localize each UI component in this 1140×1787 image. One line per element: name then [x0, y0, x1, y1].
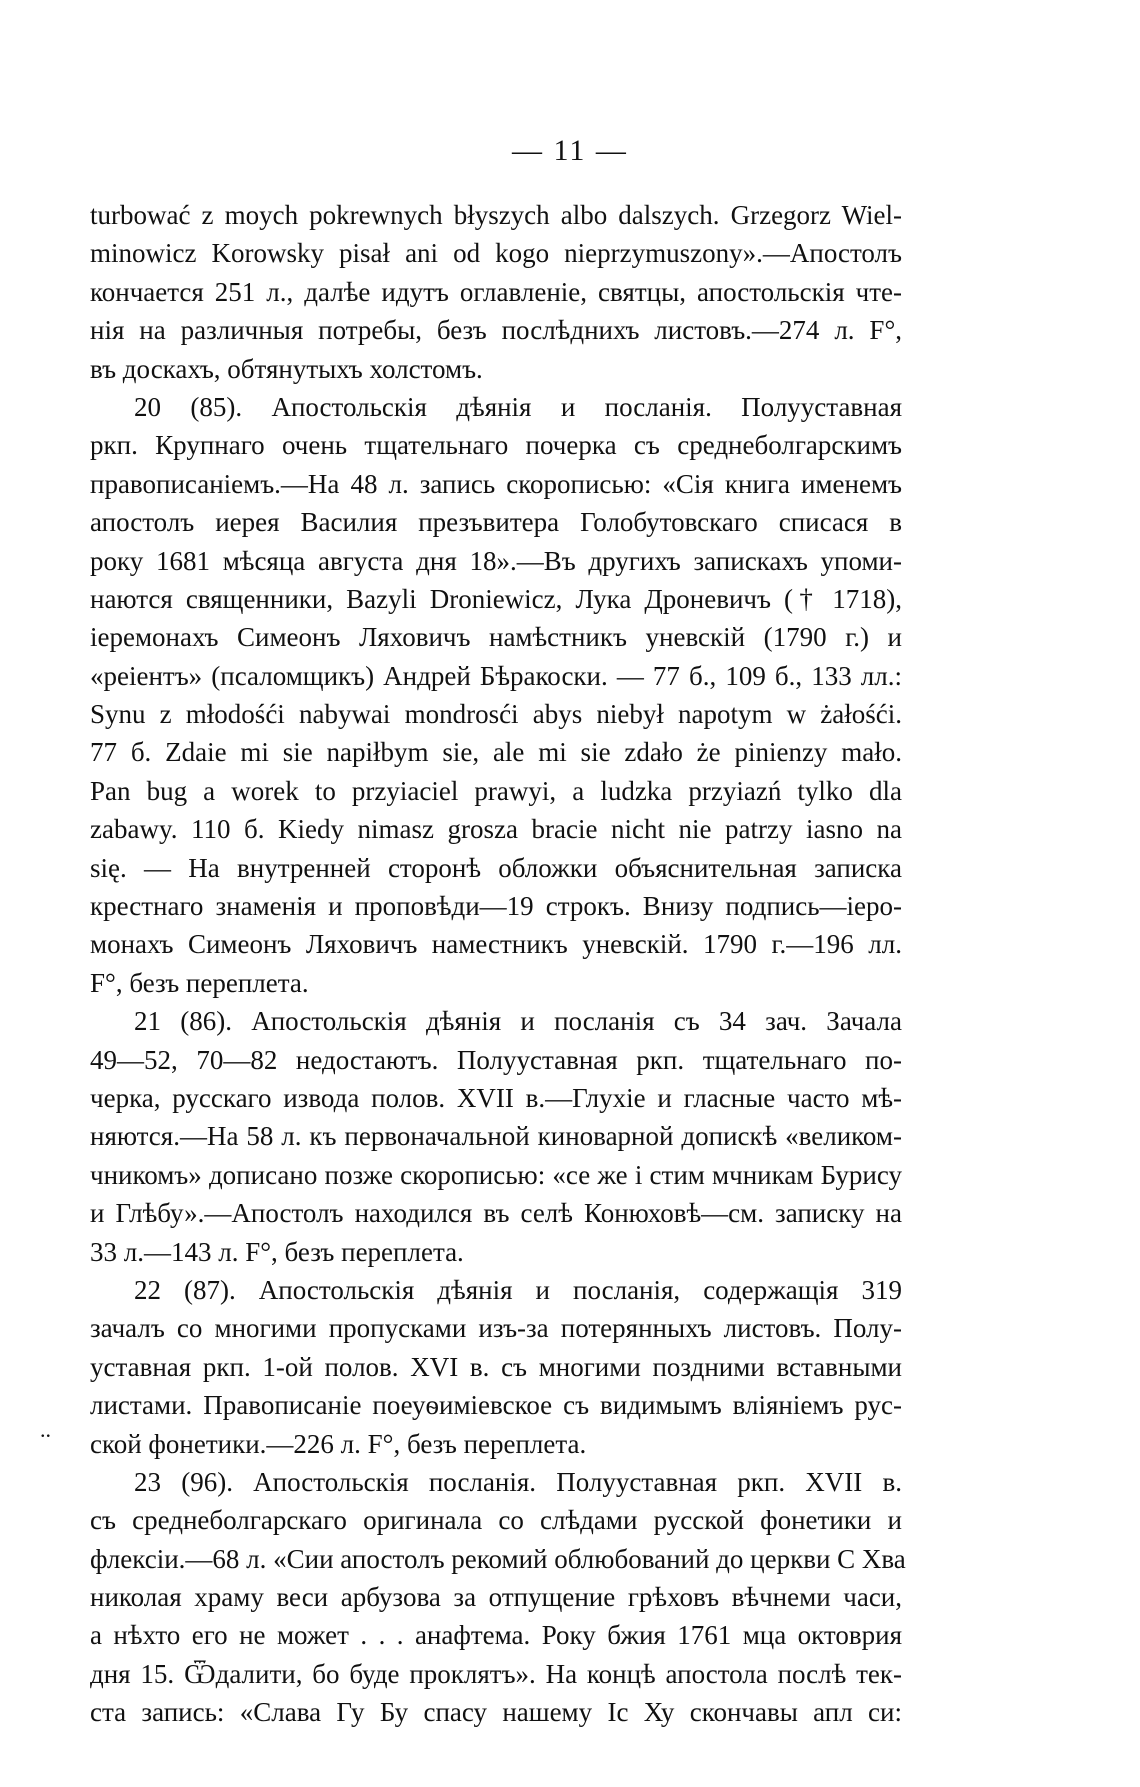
- text-line: się. — На внутренней сторонѣ обложки объяснительная записка: [90, 852, 902, 883]
- text-line: F°, безъ переплета.: [90, 967, 309, 998]
- page-number: — 11 —: [512, 134, 628, 167]
- text-line: «реіентъ» (псаломщикъ) Андрей Бѣракоски. — 77 б., 109 б., 133 лл.:: [90, 660, 902, 691]
- text-line: въ доскахъ, обтянутыхъ холстомъ.: [90, 353, 483, 384]
- text-line: ркп. Крупнаго очень тщательнаго почерка съ среднеболгарскимъ: [90, 430, 902, 461]
- text-line: Pan bug a worek to przyiaciel prawyi, a ludzka przyiazń tylko dla: [90, 775, 902, 806]
- text-line: 49—52, 70—82 недостаютъ. Полууставная ркп. тщательнаго по-: [90, 1044, 902, 1075]
- text-line: уставная ркп. 1-ой полов. XVI в. съ многими поздними вставными: [90, 1351, 902, 1382]
- text-line: николая храму веси арбузова за отпущение грѣховъ вѣчнеми часи,: [90, 1582, 902, 1613]
- text-line: правописаніемъ.—На 48 л. запись скорописью: «Сія книга именемъ: [90, 468, 902, 499]
- text-line: монахъ Симеонъ Ляховичъ наместникъ уневскій. 1790 г.—196 лл.: [90, 929, 902, 960]
- text-line: 33 л.—143 л. F°, безъ переплета.: [90, 1236, 464, 1267]
- text-line: іеремонахъ Симеонъ Ляховичъ намѣстникъ уневскій (1790 г.) и: [90, 622, 902, 653]
- text-line: черка, русскаго извода полов. XVII в.—Глухіе и гласные часто мѣ-: [90, 1082, 902, 1113]
- text-line: флексіи.—68 л. «Сии апостолъ рекомий облюбований до церкви С Хва: [90, 1543, 906, 1574]
- text-line: и Глѣбу».—Апостолъ находился въ селѣ Конюховѣ—см. записку на: [90, 1198, 902, 1229]
- text-line: ста запись: «Слава Гу Бу спасу нашему Іс Ху скончавы апл си:: [90, 1697, 902, 1728]
- text-line: minowicz Korowsky pisał ani od kogo nieprzymuszony».—Апостолъ: [90, 238, 902, 269]
- text-line: 77 б. Zdaie mi sie napiłbym sie, ale mi sie zdało że pinienzy mało.: [90, 737, 902, 768]
- text-line: zabawy. 110 б. Kiedy nimasz grosza bracie nicht nie patrzy iasno na: [90, 814, 902, 845]
- text-line: 20 (85). Апостольскія дѣянія и посланія. Полууставная: [134, 391, 902, 422]
- text-line: кончается 251 л., далѣе идутъ оглавленіе, святцы, апостольскія чте-: [90, 276, 902, 307]
- text-line: дня 15. Ѿдалити, бо буде проклятъ». На концѣ апостола послѣ тек-: [90, 1658, 902, 1689]
- text-line: зачалъ со многими пропусками изъ-за потерянныхъ листовъ. Полу-: [90, 1313, 902, 1344]
- text-line: а нѣхто его не может . . . анафтема. Року бжия 1761 мца октоврия: [90, 1620, 902, 1651]
- body-text: [90, 196, 906, 1732]
- margin-mark: ..: [40, 1417, 51, 1442]
- text-line: няются.—На 58 л. къ первоначальной киноварной допискѣ «великом-: [90, 1121, 902, 1152]
- text-line: ской фонетики.—226 л. F°, безъ переплета.: [90, 1428, 587, 1459]
- text-line: нія на различныя потребы, безъ послѣднихъ листовъ.—274 л. F°,: [90, 315, 902, 346]
- text-line: turbować z moych pokrewnych błyszych albo dalszych. Grzegorz Wiel-: [90, 200, 902, 230]
- text-line: Synu z młodośći nabywai mondrosći abys niebył napotym w żałośći.: [90, 699, 902, 730]
- text-line: наются священники, Bazyli Droniewicz, Лука Дроневичъ († 1718),: [90, 583, 902, 614]
- text-line: чникомъ» дописано позже скорописью: «се же і стим мчникам Бурису: [90, 1159, 902, 1190]
- text-line: крестнаго знаменія и проповѣди—19 строкъ. Внизу подпись—іеро-: [90, 891, 902, 922]
- text-line: 22 (87). Апостольскія дѣянія и посланія, содержащія 319: [134, 1274, 902, 1305]
- text-line: 21 (86). Апостольскія дѣянія и посланія съ 34 зач. Зачала: [134, 1006, 902, 1037]
- text-line: 23 (96). Апостольскія посланія. Полууставная ркп. XVII в.: [134, 1466, 902, 1497]
- text-line: съ среднеболгарскаго оригинала со слѣдами русской фонетики и: [90, 1505, 902, 1536]
- text-line: апостолъ иерея Василия презъвитера Голобутовскаго списася в: [90, 507, 902, 538]
- text-line: року 1681 мѣсяца августа дня 18».—Въ другихъ запискахъ упоми-: [90, 545, 902, 576]
- text-line: листами. Правописаніе поеуѳиміевское съ видимымъ вліяніемъ рус-: [90, 1390, 902, 1421]
